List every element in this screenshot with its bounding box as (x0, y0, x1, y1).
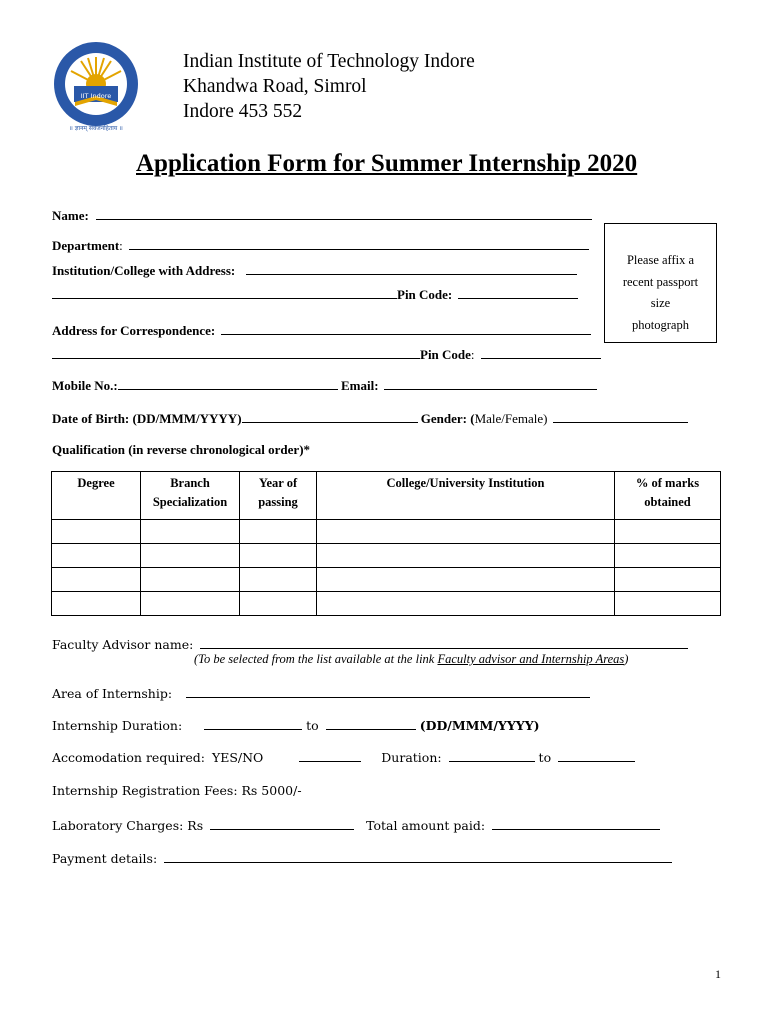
table-cell[interactable] (52, 568, 141, 592)
accommodation-duration-label: Duration: (381, 750, 442, 765)
department-input-line[interactable] (129, 237, 589, 250)
correspondence-input-line[interactable] (221, 322, 591, 335)
address-line-2: Indore 453 552 (183, 101, 303, 122)
accommodation-label: Accomodation required: (52, 750, 205, 765)
institute-name: Indian Institute of Technology Indore (183, 51, 475, 72)
photo-box-line-1: Please affix a (626, 253, 695, 267)
logo-badge-text: IIT Indore (80, 92, 112, 100)
duration-format: (DD/MMM/YYYY) (419, 718, 540, 733)
area-input-line[interactable] (186, 685, 590, 698)
photo-box-line-2: recent passport (622, 274, 699, 289)
table-row (52, 520, 721, 544)
iit-indore-logo (50, 40, 142, 134)
mobile-label: Mobile No.: (52, 378, 118, 393)
correspondence-label: Address for Correspondence: (52, 323, 216, 338)
pin-code-2-label: Pin Code (420, 347, 471, 362)
lab-charges-label: Laboratory Charges: Rs (52, 818, 204, 833)
table-cell[interactable] (615, 544, 721, 568)
mobile-input-line[interactable] (118, 377, 338, 390)
duration-from-line[interactable] (204, 717, 302, 730)
pin-code-2-input-line[interactable] (481, 346, 601, 359)
faculty-row (52, 636, 688, 652)
institution-label: Institution/College with Address: (52, 263, 236, 278)
acc-duration-from-line[interactable] (449, 749, 535, 762)
table-cell[interactable] (240, 568, 317, 592)
mobile-email-row (52, 377, 597, 394)
fees-text: Internship Registration Fees: Rs 5000/- (52, 783, 302, 798)
page-number: 1 (715, 967, 721, 981)
accommodation-input-line[interactable] (299, 749, 361, 762)
column-header: Year of passing (240, 472, 317, 520)
table-cell[interactable] (615, 520, 721, 544)
faculty-list-link[interactable]: Faculty advisor and Internship Areas (437, 652, 625, 666)
acc-duration-to-line[interactable] (558, 749, 635, 762)
table-cell[interactable] (615, 592, 721, 616)
gender-label: Gender: (420, 411, 467, 426)
gender-options: Male/Female) (474, 411, 548, 426)
institution-row-2 (52, 286, 578, 303)
dob-gender-row: Date of Birth: (DD/MMM/YYYY) Gender: (Male/Female) (52, 410, 688, 427)
correspondence-address-line[interactable] (52, 346, 420, 359)
table-cell[interactable] (317, 544, 615, 568)
column-header: Degree (52, 472, 141, 520)
table-cell[interactable] (141, 568, 240, 592)
duration-label: Internship Duration: (52, 718, 183, 733)
table-cell[interactable] (240, 520, 317, 544)
dob-label: Date of Birth: (DD/MMM/YYYY) (52, 411, 242, 426)
department-row: Department: (52, 237, 589, 254)
table-cell[interactable] (52, 592, 141, 616)
table-cell[interactable] (317, 568, 615, 592)
institution-input-line[interactable] (246, 262, 577, 275)
payment-row (52, 850, 672, 866)
qualification-heading: Qualification (in reverse chronological order)* (52, 442, 311, 457)
faculty-input-line[interactable] (200, 636, 688, 649)
table-cell[interactable] (141, 520, 240, 544)
table-cell[interactable] (240, 544, 317, 568)
name-input-line[interactable] (96, 207, 592, 220)
qualification-body (52, 520, 721, 616)
table-header-row (52, 472, 721, 520)
photo-box-line-4: photograph (632, 317, 689, 332)
payment-label: Payment details: (52, 851, 158, 866)
dob-input-line[interactable] (242, 410, 418, 423)
table-cell[interactable] (240, 592, 317, 616)
email-input-line[interactable] (384, 377, 597, 390)
photo-box-line-3: size (650, 296, 671, 310)
email-label: Email: (340, 378, 379, 393)
faculty-note: (To be selected from the list available at the link Faculty advisor and Internship Areas) (194, 652, 629, 666)
table-row (52, 568, 721, 592)
table-cell[interactable] (317, 592, 615, 616)
accommodation-options: YES/NO (211, 750, 264, 765)
accommodation-row: Accomodation required: YES/NO Duration: to (52, 749, 635, 765)
area-row (52, 685, 590, 701)
form-title: Application Form for Summer Internship 2020 (136, 150, 638, 177)
column-header: Branch Specialization (141, 472, 240, 520)
column-header: % of marks obtained (615, 472, 721, 520)
logo-motto: ॥ ज्ञानम् सर्वजनहिताय ॥ (69, 125, 123, 132)
lab-charges-row (52, 817, 660, 833)
name-row (52, 207, 592, 224)
gender-input-line[interactable] (553, 410, 688, 423)
total-paid-input-line[interactable] (492, 817, 660, 830)
qualification-table (51, 471, 721, 616)
column-header: College/University Institution (317, 472, 615, 520)
address-line-1: Khandwa Road, Simrol (183, 76, 367, 97)
institution-row (52, 262, 577, 279)
total-paid-label: Total amount paid: (366, 818, 486, 833)
area-label: Area of Internship: (52, 686, 173, 701)
pin-code-label: Pin Code: (397, 287, 453, 302)
lab-charges-input-line[interactable] (210, 817, 354, 830)
table-cell[interactable] (615, 568, 721, 592)
table-cell[interactable] (141, 592, 240, 616)
table-cell[interactable] (52, 520, 141, 544)
table-row (52, 592, 721, 616)
table-cell[interactable] (52, 544, 141, 568)
correspondence-row-2: Pin Code: (52, 346, 601, 363)
faculty-label: Faculty Advisor name: (52, 637, 194, 652)
correspondence-row (52, 322, 591, 339)
photo-box (604, 223, 717, 343)
table-cell[interactable] (141, 544, 240, 568)
duration-to-line[interactable] (326, 717, 416, 730)
department-label: Department (52, 238, 120, 253)
payment-input-line[interactable] (164, 850, 672, 863)
duration-row: Internship Duration: to (DD/MMM/YYYY) (52, 718, 540, 733)
pin-code-input-line[interactable] (458, 286, 578, 299)
name-label: Name: (52, 208, 89, 223)
institution-address-line[interactable] (52, 286, 397, 299)
table-cell[interactable] (317, 520, 615, 544)
institute-address-block (183, 49, 475, 124)
table-row (52, 544, 721, 568)
